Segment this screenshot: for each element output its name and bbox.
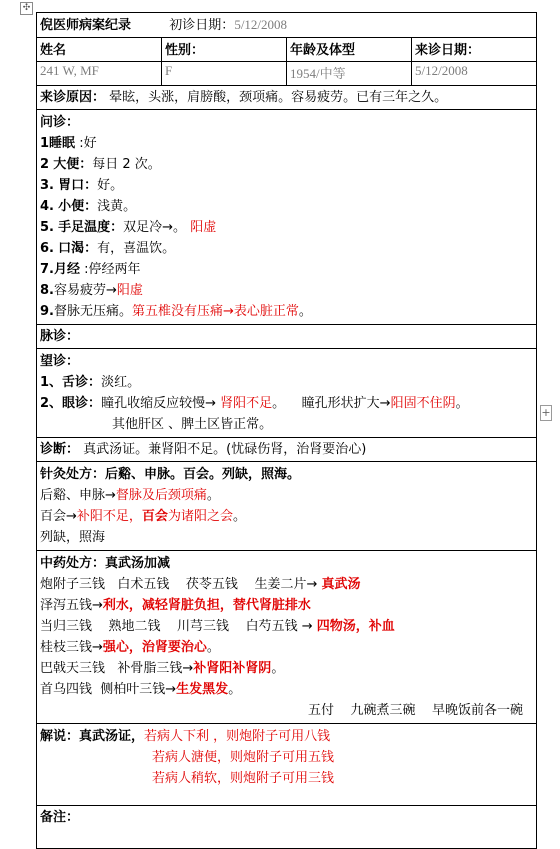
case-record-document — [36, 12, 536, 849]
acupuncture-line: 列缺，照海 — [40, 530, 106, 545]
first-visit-date: 5/12/2008 — [234, 17, 288, 32]
herbal-line: 首乌四钱 侧柏叶三钱→生发黑发。 — [40, 682, 242, 697]
reason-label: 来诊原因： — [40, 90, 106, 105]
table-move-handle-icon[interactable]: ✣ — [20, 2, 33, 15]
age-header: 年龄及体型 — [287, 38, 412, 62]
inquiry-item: 8.容易疲劳→阳虚 — [40, 283, 143, 298]
diagnosis-text: 真武汤证。兼肾阳不足。(忧碌伤肾，治肾要治心) — [83, 442, 367, 457]
visit-date-value: 5/12/2008 — [412, 62, 537, 86]
inquiry-item: 4. 小便：浅黄。 — [40, 199, 137, 214]
notes-row — [37, 806, 537, 849]
dosage-line: 五付 九碗煮三碗 早晚饭前各一碗 — [307, 703, 524, 718]
acupuncture-label: 针灸处方：后谿、申脉。百会。列缺，照海。 — [40, 467, 301, 482]
acupuncture-row — [37, 462, 537, 551]
diagnosis-label: 诊断： — [40, 442, 80, 457]
explanation-line: 若病人溏便，则炮附子可用五钱 — [152, 750, 335, 765]
acupuncture-line: 后谿、申脉→督脉及后颈项痛。 — [40, 488, 220, 503]
explanation-label: 解说：真武汤证， — [40, 729, 145, 744]
inquiry-item: 3. 胃口：好。 — [40, 178, 124, 193]
name-value: 241 W, MF — [37, 62, 162, 86]
record-title: 倪医师病案纪录 — [40, 18, 132, 33]
acupuncture-line: 百会→补阳不足，百会为诸阳之会。 — [40, 509, 246, 524]
info-header-row — [37, 38, 537, 62]
herbal-row — [37, 551, 537, 724]
eye-line-2: 其他肝区 、脾土区皆正常。 — [112, 417, 273, 432]
inquiry-item: 9.督脉无压痛。第五椎没有压痛→表心脏正常。 — [40, 304, 312, 319]
eye-line: 2、眼诊：瞳孔收缩反应较慢→ 肾阳不足。 瞳孔形状扩大→阳固不住阴。 — [40, 396, 469, 411]
age-value: 1954/中等 — [287, 62, 412, 86]
gender-value: F — [162, 62, 287, 86]
row-insert-handle-icon[interactable]: + — [541, 406, 551, 419]
tongue-line: 1、舌诊：淡红。 — [40, 375, 141, 390]
explanation-row — [37, 724, 537, 806]
inquiry-item: 6. 口渴：有，喜温饮。 — [40, 241, 176, 256]
header-row — [37, 13, 537, 38]
inquiry-row — [37, 110, 537, 325]
first-visit-label: 初诊日期： — [169, 18, 235, 33]
diagnosis-row — [37, 438, 537, 462]
reason-row — [37, 86, 537, 110]
inquiry-item: 5. 手足温度：双足冷→。 阳虚 — [40, 220, 217, 235]
pulse-row — [37, 325, 537, 349]
explanation-line: 若病人下利 ，则炮附子可用八钱 — [144, 729, 331, 744]
inspection-row — [37, 349, 537, 438]
name-header: 姓名 — [37, 38, 162, 62]
inquiry-item: 2 大便：每日 2 次。 — [40, 157, 161, 172]
inquiry-label: 问诊： — [40, 115, 80, 130]
inquiry-item: 1睡眠 :好 — [40, 136, 97, 151]
visit-date-header: 来诊日期： — [412, 38, 537, 62]
info-value-row — [37, 62, 537, 86]
herbal-line: 巴戟天三钱 补骨脂三钱→补肾阳补肾阴。 — [40, 661, 285, 676]
herbal-line: 当归三钱 熟地二钱 川芎三钱 白芍五钱 → 四物汤，补血 — [40, 619, 395, 634]
inquiry-item: 7.月经 :停经两年 — [40, 262, 141, 277]
herbal-line: 桂枝三钱→强心，治肾要治心。 — [40, 640, 220, 655]
reason-text: 晕眩，头涨，肩膀酸，颈项痛。容易疲劳。已有三年之久。 — [109, 90, 448, 105]
herbal-line: 炮附子三钱 白术五钱 茯苓五钱 生姜二片→ 真武汤 — [40, 577, 361, 592]
notes-label: 备注： — [37, 806, 537, 849]
pulse-label: 脉诊： — [37, 325, 537, 349]
herbal-label: 中药处方：真武汤加减 — [40, 556, 171, 571]
explanation-line: 若病人稍软，则炮附子可用三钱 — [152, 771, 335, 786]
inspection-label: 望诊： — [40, 354, 80, 369]
case-record-table — [36, 12, 537, 849]
herbal-line: 泽泻五钱→利水，减轻肾脏负担，替代肾脏排水 — [40, 598, 311, 613]
gender-header: 性别： — [162, 38, 287, 62]
